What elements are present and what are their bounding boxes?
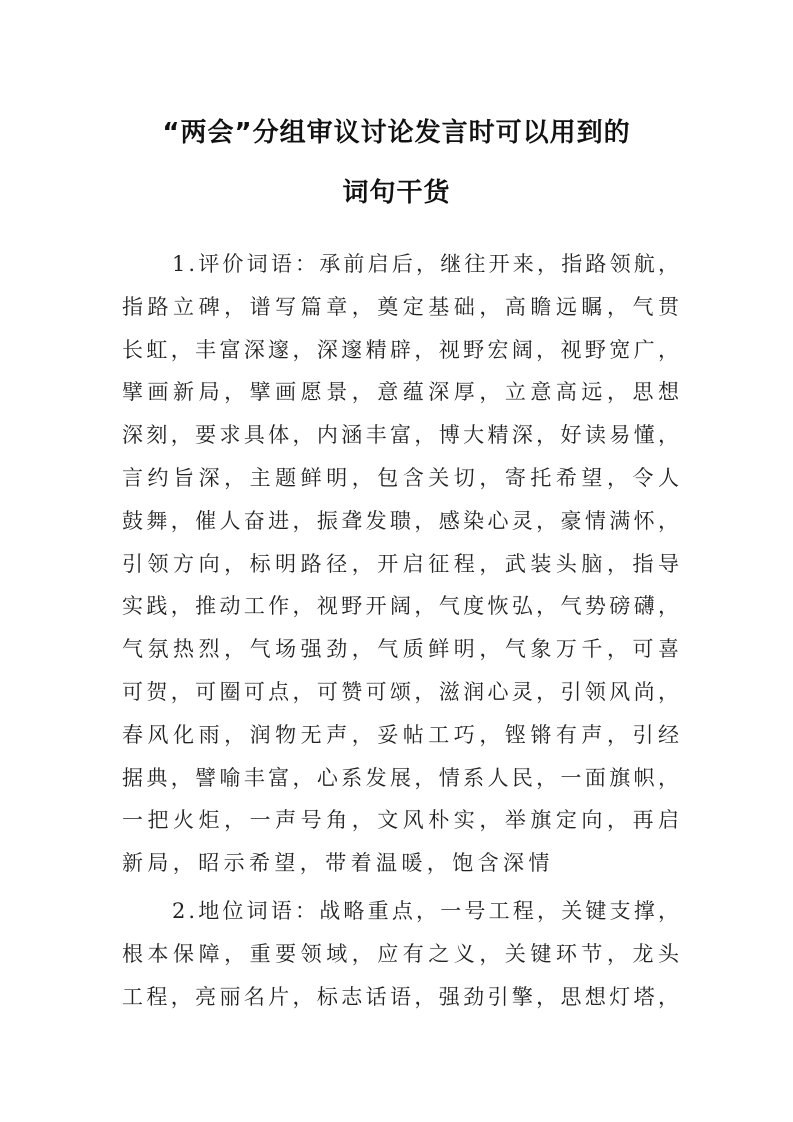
text-line: 1.评价词语：承前启后，继往开来，指路领航， — [172, 252, 682, 276]
text-line: 根本保障，重要领域，应有之义，关键环节，龙头 — [122, 941, 682, 966]
paragraph-evaluation-words — [122, 243, 682, 885]
text-line: 新局，昭示希望，带着温暖，饱含深情 — [122, 851, 554, 876]
text-line: 言约旨深，主题鲜明，包含关切，寄托希望，令人 — [122, 465, 682, 490]
text-line: 擘画新局，擘画愿景，意蕴深厚，立意高远，思想 — [122, 380, 682, 405]
text-line: 气氛热烈，气场强劲，气质鲜明，气象万千，可喜 — [122, 637, 682, 662]
document-title-line-2: 词句干货 — [342, 178, 451, 208]
text-line: 春风化雨，润物无声，妥帖工巧，铿锵有声，引经 — [122, 722, 682, 747]
text-line: 指路立碑，谱写篇章，奠定基础，高瞻远瞩，气贯 — [122, 294, 682, 319]
document-title-line-1: “两会”分组审议讨论发言时可以用到的 — [162, 118, 631, 148]
text-line: 工程，亮丽名片，标志话语，强劲引擎，思想灯塔， — [122, 984, 682, 1009]
text-line: 鼓舞，催人奋进，振聋发聩，感染心灵，豪情满怀， — [122, 508, 682, 533]
document-body — [122, 243, 682, 1018]
text-line: 引领方向，标明路径，开启征程，武装头脑，指导 — [122, 551, 682, 576]
text-line: 2.地位词语：战略重点，一号工程，关键支撑， — [172, 898, 682, 923]
text-line: 可贺，可圈可点，可赞可颂，滋润心灵，引领风尚， — [122, 679, 682, 704]
text-line: 实践，推动工作，视野开阔，气度恢弘，气势磅礴， — [122, 594, 682, 619]
text-line: 深刻，要求具体，内涵丰富，博大精深，好读易懂， — [122, 423, 682, 448]
text-line: 据典，譬喻丰富，心系发展，情系人民，一面旗帜， — [122, 765, 682, 790]
text-line: 一把火炬，一声号角，文风朴实，举旗定向，再启 — [122, 808, 682, 833]
text-line: 长虹，丰富深邃，深邃精辟，视野宏阔，视野宽广， — [122, 337, 682, 362]
paragraph-status-words — [122, 890, 682, 1018]
